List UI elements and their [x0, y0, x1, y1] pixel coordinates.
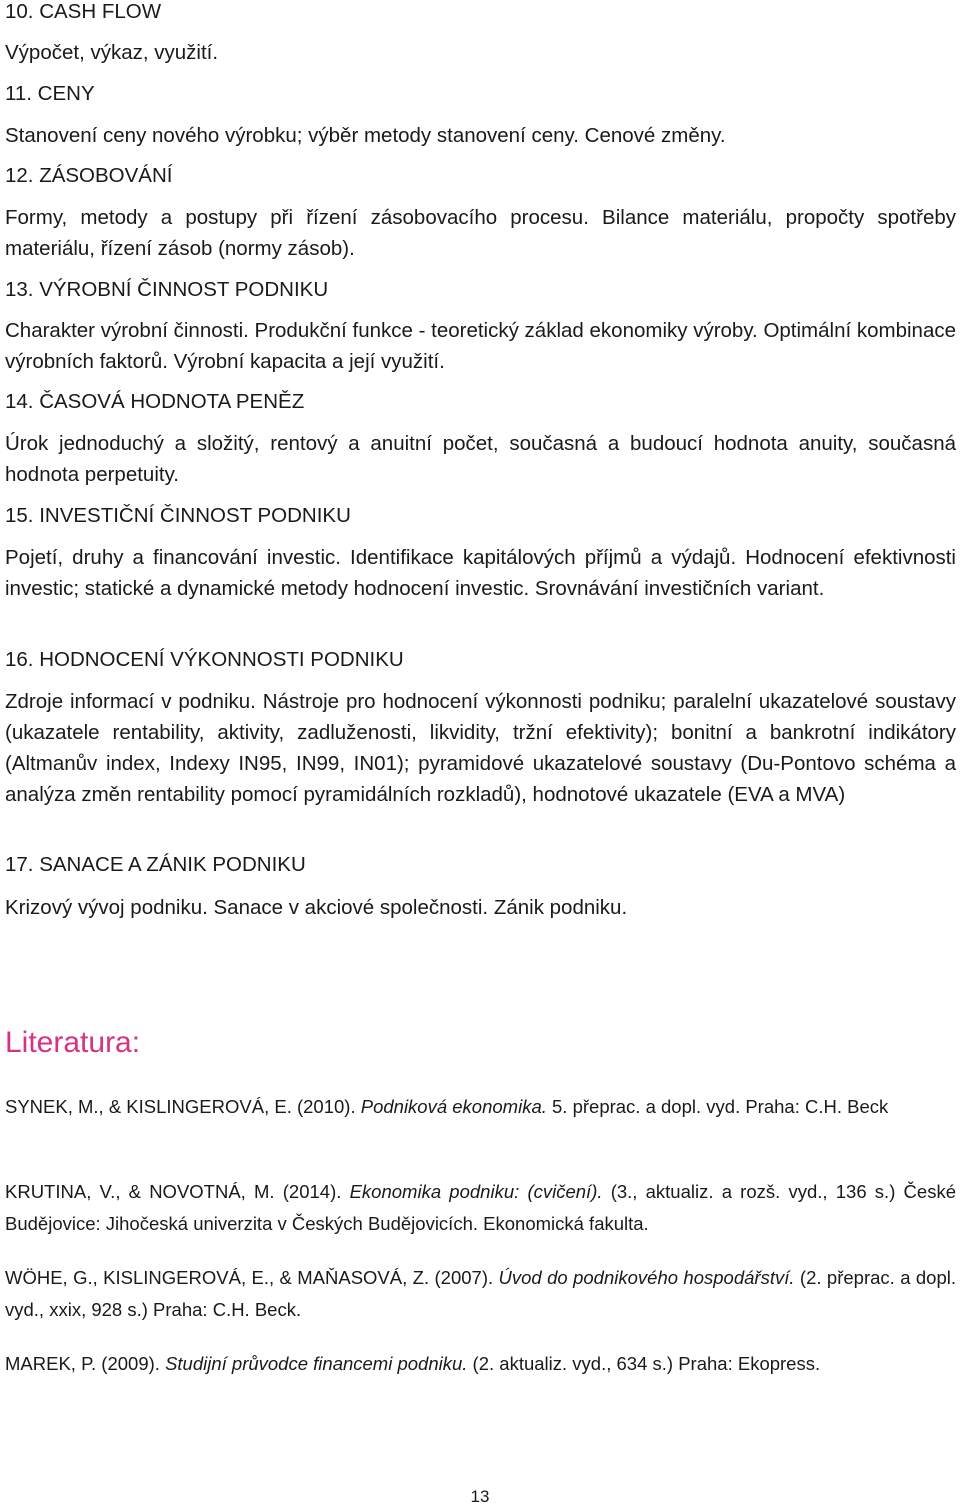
- reference-details: (3., aktualiz. a rozš. vyd., 136 s.) České Budějovice: Jihočeská univerzita v Českých Budějovicích. Ekonomická fakulta.: [5, 1181, 956, 1234]
- reference-item: [5, 1176, 956, 1240]
- section-heading: 17. SANACE A ZÁNIK PODNIKU: [5, 853, 306, 876]
- reference-title: Ekonomika podniku: (cvičení).: [349, 1181, 603, 1202]
- reference-authors: KRUTINA, V., & NOVOTNÁ, M. (2014).: [5, 1181, 350, 1202]
- page-number: 13: [470, 1487, 490, 1506]
- section-heading: 13. VÝROBNÍ ČINNOST PODNIKU: [5, 278, 329, 301]
- section-heading: 10. CASH FLOW: [5, 0, 162, 23]
- section-text: Zdroje informací v podniku. Nástroje pro hodnocení výkonnosti podniku; paralelní ukazatelové soustavy (ukazatele rentability, aktivity, zadluženosti, likvidity, tržní efektivity); bonitní a bankrotní indikátory (Altmanův index, Indexy IN95, IN99, IN01); pyramidové ukazatelové soustavy (Du-Pontovo schéma a analýza změn rentability pomocí pyramidálních rozkladů), hodnotové ukazatele (EVA a MVA): [5, 690, 956, 806]
- reference-title: Podniková ekonomika.: [360, 1096, 547, 1117]
- section-heading: 14. ČASOVÁ HODNOTA PENĚZ: [5, 390, 305, 413]
- reference-item: [5, 1348, 956, 1380]
- section-heading: 12. ZÁSOBOVÁNÍ: [5, 164, 173, 187]
- reference-details: (2. aktualiz. vyd., 634 s.) Praha: Ekopress.: [467, 1353, 821, 1374]
- reference-authors: SYNEK, M., & KISLINGEROVÁ, E. (2010).: [5, 1096, 361, 1117]
- literature-title: Literatura:: [5, 1026, 141, 1059]
- section-heading: 15. INVESTIČNÍ ČINNOST PODNIKU: [5, 504, 351, 527]
- reference-details: 5. přeprac. a dopl. vyd. Praha: C.H. Beck: [546, 1096, 889, 1117]
- section-text: Pojetí, druhy a financování investic. Identifikace kapitálových příjmů a výdajů. Hodnocení efektivnosti investic; statické a dynamické metody hodnocení investic. Srovnávání investičních variant.: [5, 546, 956, 600]
- reference-authors: MAREK, P. (2009).: [5, 1353, 166, 1374]
- section-text: Výpočet, výkaz, využití.: [5, 41, 219, 64]
- reference-item: [5, 1262, 956, 1326]
- section-text: Úrok jednoduchý a složitý, rentový a anuitní počet, současná a budoucí hodnota anuity, současná hodnota perpetuity.: [5, 432, 956, 486]
- reference-title: Úvod do podnikového hospodářství.: [498, 1267, 795, 1288]
- reference-item: [5, 1091, 956, 1123]
- section-text: Charakter výrobní činnosti. Produkční funkce - teoretický základ ekonomiky výroby. Optimální kombinace výrobních faktorů. Výrobní kapacita a její využití.: [5, 319, 956, 373]
- reference-details: (2. přeprac. a dopl. vyd., xxix, 928 s.) Praha: C.H. Beck.: [5, 1267, 957, 1320]
- section-text: Stanovení ceny nového výrobku; výběr metody stanovení ceny. Cenové změny.: [5, 124, 726, 147]
- section-text: Krizový vývoj podniku. Sanace v akciové společnosti. Zánik podniku.: [5, 896, 628, 919]
- reference-title: Studijní průvodce financemi podniku.: [165, 1353, 468, 1374]
- section-heading: 11. CENY: [5, 82, 95, 105]
- section-heading: 16. HODNOCENÍ VÝKONNOSTI PODNIKU: [5, 648, 404, 671]
- section-text: Formy, metody a postupy při řízení zásobovacího procesu. Bilance materiálu, propočty spotřeby materiálu, řízení zásob (normy zásob).: [5, 206, 956, 260]
- reference-authors: WÖHE, G., KISLINGEROVÁ, E., & MAŇASOVÁ, Z. (2007).: [5, 1267, 499, 1288]
